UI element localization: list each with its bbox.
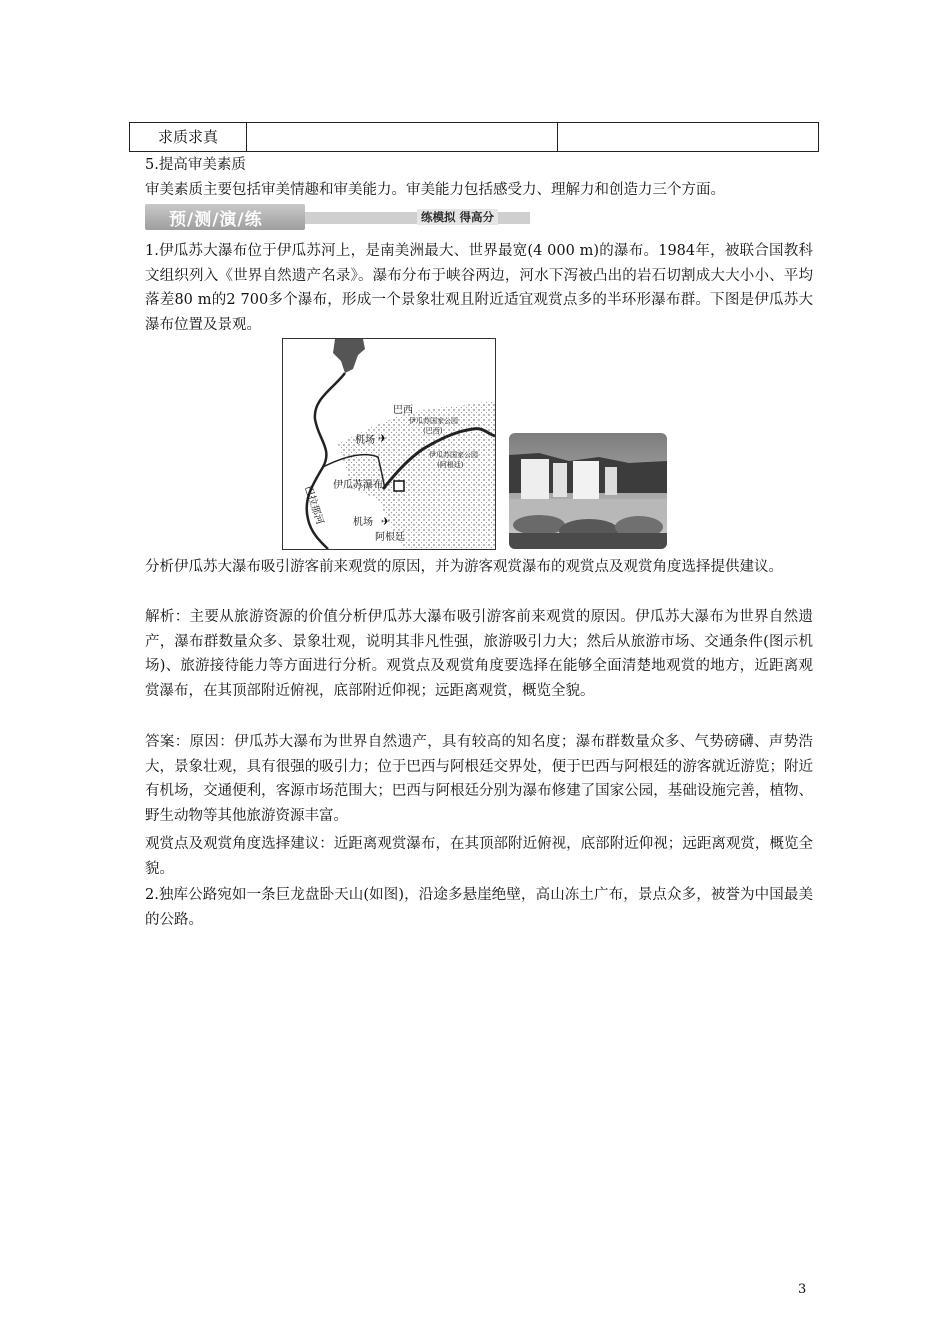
falls-marker [394, 481, 404, 491]
question-1-suggestion: 观赏点及观赏角度选择建议：近距离观赏瀑布，在其顶部附近俯视，底部附近仰视；远距离观赏，概览全貌。 [145, 836, 813, 877]
map-label-argentina: 阿根廷 [375, 532, 405, 543]
map-label-park-brazil-country: (巴西) [423, 427, 443, 435]
map-label-park-brazil: 伊瓜苏国家公园 [409, 417, 458, 425]
map-label-park-argentina-country: (阿根廷) [437, 461, 464, 469]
lake-shape [333, 339, 365, 373]
table-row [129, 122, 819, 152]
iguazu-map [282, 338, 496, 550]
question-1-answer: 答案：原因：伊瓜苏大瀑布为世界自然遗产，具有较高的知名度；瀑布群数量众多、气势磅礴、声势浩大，景象壮观，具有很强的吸引力；位于巴西与阿根廷交界处，便于巴西与阿根廷的游客就近游览；附近有机场，交通便利，客源市场范围大；巴西与阿根廷分别为瀑布修建了国家公园，基础设施完善，植物、野生动物等其他旅游资源丰富。 [145, 734, 813, 824]
airport-icon: ✈ [381, 515, 391, 528]
parana-river [307, 373, 345, 549]
page-number: 3 [798, 1282, 807, 1297]
banner-title: 预/测/演/练 [169, 210, 263, 230]
question-1-analysis: 解析：主要从旅游资源的价值分析伊瓜苏大瀑布吸引游客前来观赏的原因。伊瓜苏大瀑布为世界自然遗产，瀑布群数量众多、景象壮观，说明其非凡性强，旅游吸引力大；然后从旅游市场、交通条件(图示机场)、旅游接待能力等方面进行分析。观赏点及观赏角度要选择在能够全面清楚地观赏的地方，近距离观赏瀑布，在其顶部附近俯视，底部附近仰视；远距离观赏，概览全貌。 [145, 609, 813, 699]
map-label-airport: 机场 [355, 435, 375, 446]
table-cell [247, 123, 558, 151]
airport-icon: ✈ [378, 432, 388, 445]
banner-subtitle: 练模拟 得高分 [417, 209, 498, 225]
question-1-text: 1.伊瓜苏大瀑布位于伊瓜苏河上，是南美洲最大、世界最宽(4 000 m)的瀑布。1984年，被联合国教科文组织列入《世界自然遗产名录》。瀑布分布于峡谷两边，河水下泻被凸出的岩石切割成大大小小、平均落差80 m的2 700多个瀑布，形成一个景象壮观且附近适宜观赏点多的半环形瀑布群。下图是伊瓜苏大瀑布位置及景观。 [145, 243, 813, 333]
waterfall-photo [509, 433, 667, 549]
table-cell-label: 求质求真 [130, 123, 247, 151]
map-label-parana: 巴拉那河 [302, 484, 325, 526]
map-label-brazil: 巴西 [393, 405, 413, 416]
map-label-airport-2: 机场 [353, 517, 373, 528]
map-label-falls: 伊瓜苏瀑布 [333, 480, 383, 491]
map-label-park-argentina: 伊瓜苏国家公园 [429, 451, 478, 459]
table-cell [558, 123, 818, 151]
question-1-prompt: 分析伊瓜苏大瀑布吸引游客前来观赏的原因，并为游客观赏瀑布的观赏点及观赏角度选择提供建议。 [145, 559, 783, 575]
practice-banner [145, 204, 530, 230]
section-heading: 5.提高审美素质 [145, 157, 246, 173]
map-drawing [283, 339, 495, 549]
question-2-text: 2.独库公路宛如一条巨龙盘卧天山(如图)，沿途多悬崖绝壁，高山冻土广布，景点众多，被誉为中国最美的公路。 [145, 887, 813, 928]
section-body: 审美素质主要包括审美情趣和审美能力。审美能力包括感受力、理解力和创造力三个方面。 [145, 182, 725, 198]
